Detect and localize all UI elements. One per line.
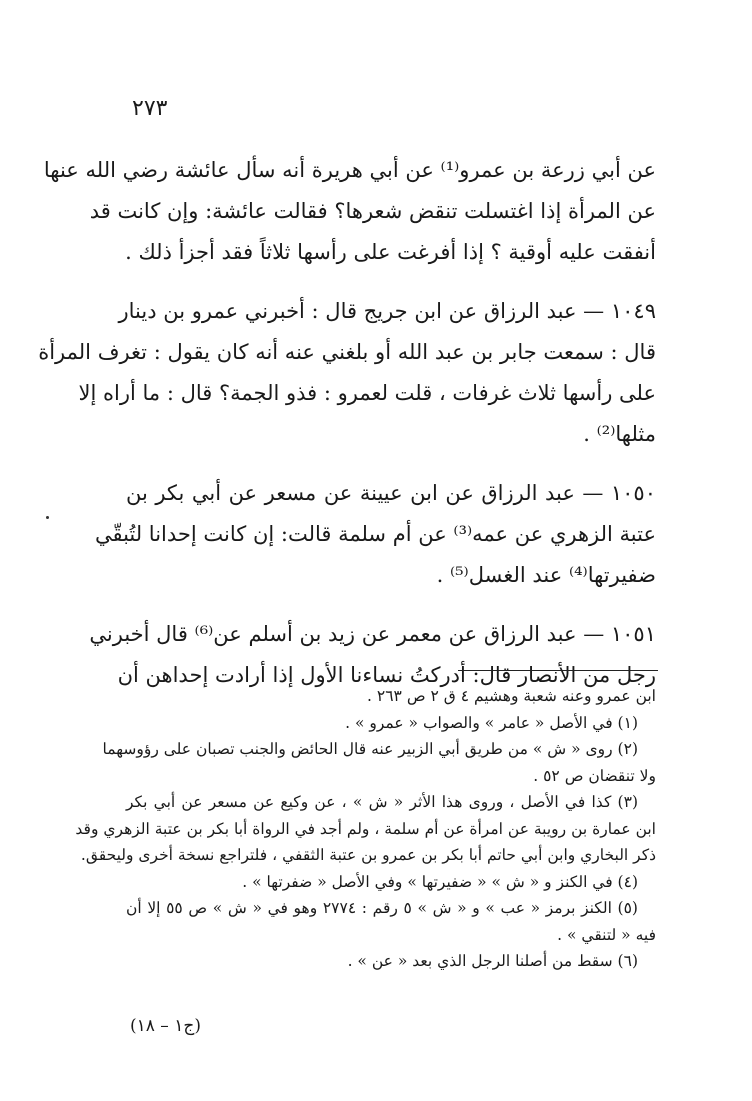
text-line: ضفيرتها⁽⁴⁾ عند الغسل⁽⁵⁾ . [436, 563, 656, 587]
footnote-5: (٥) الكنز برمز « عب » و « ش » ٥ رقم : ٢٧٧٤ وهو في « ش » ص ٥٥ إلا أن [126, 899, 638, 917]
page-number: ٢٧٣ [132, 96, 168, 121]
footnote-3-cont: ابن عمارة بن رويبة عن امرأة عن أم سلمة ، ولم أجد في الرواة أبا بكر بن عتبة الزهري وقد [75, 819, 656, 838]
text-line: مثلها⁽²⁾ . [583, 422, 656, 446]
footnote-5-cont: فيه « لتنقي » . [557, 925, 656, 944]
text-line: عن أبي زرعة بن عمرو⁽¹⁾ عن أبي هريرة أنه سأل عائشة رضي الله عنها [43, 158, 656, 182]
text-line: قال : سمعت جابر بن عبد الله أو بلغني عنه أنه كان يقول : تغرف المرأة [38, 340, 656, 364]
footnote-continuation: ابن عمرو وعنه شعبة وهشيم ٤ ق ٢ ص ٢٦٣ . [367, 687, 656, 705]
paragraph-intro [43, 150, 656, 273]
footnote-3: (٣) كذا في الأصل ، وروى هذا الأثر « ش » ، عن وكيع عن مسعر عن أبي بكر [126, 793, 638, 811]
footnote-divider [458, 670, 658, 671]
paragraph-1050 [94, 473, 656, 596]
footnote-3-cont: ذكر البخاري وابن أبي حاتم أبا بكر بن عمرو بن عتبة الثقفي ، فلتراجع نسخة أخرى وليحقق. [80, 846, 656, 864]
footnote-2-cont: ولا تنقضان ص ٥٢ . [533, 766, 656, 785]
footnote-2: (٢) روى « ش » من طريق أبي الزبير عنه قال الحائض والجنب تصبان على رؤوسهما [102, 740, 638, 758]
text-line: على رأسها ثلاث غرفات ، قلت لعمرو : فذو الجمة؟ قال : ما أراه إلا [78, 381, 656, 405]
footnote-1: (١) في الأصل « عامر » والصواب « عمرو » . [345, 713, 638, 732]
text-line: ١٠٥١ — عبد الرزاق عن معمر عن زيد بن أسلم عن⁽⁶⁾ قال أخبرني [89, 622, 656, 646]
volume-signature: (ج١ – ١٨) [130, 1016, 201, 1036]
text-line: أنفقت عليه أوقية ؟ إذا أفرغت على رأسها ثلاثاً فقد أجزأ ذلك . [125, 240, 656, 264]
main-text [38, 150, 656, 714]
text-line: عتبة الزهري عن عمه⁽³⁾ عن أم سلمة قالت: إن كانت إحدانا لتُبقّي [94, 522, 656, 546]
footnote-6: (٦) سقط من أصلنا الرجل الذي بعد « عن » . [347, 952, 638, 970]
paragraph-1049 [38, 291, 656, 455]
footnotes [75, 683, 656, 975]
text-line: عن المرأة إذا اغتسلت تنقض شعرها؟ فقالت عائشة: وإن كانت قد [89, 199, 656, 223]
scan-speck [46, 516, 49, 519]
text-line: رجل من الأنصار قال: أدركتُ نساءنا الأول إذا أرادت إحداهن أن [117, 663, 656, 687]
text-line: ١٠٤٩ — عبد الرزاق عن ابن جريج قال : أخبرني عمرو بن دينار [118, 299, 656, 323]
text-line: ١٠٥٠ — عبد الرزاق عن ابن عيينة عن مسعر عن أبي بكر بن [126, 481, 656, 505]
footnote-4: (٤) في الكنز و « ش » « ضفيرتها » وفي الأصل « ضفرتها » . [242, 872, 638, 891]
